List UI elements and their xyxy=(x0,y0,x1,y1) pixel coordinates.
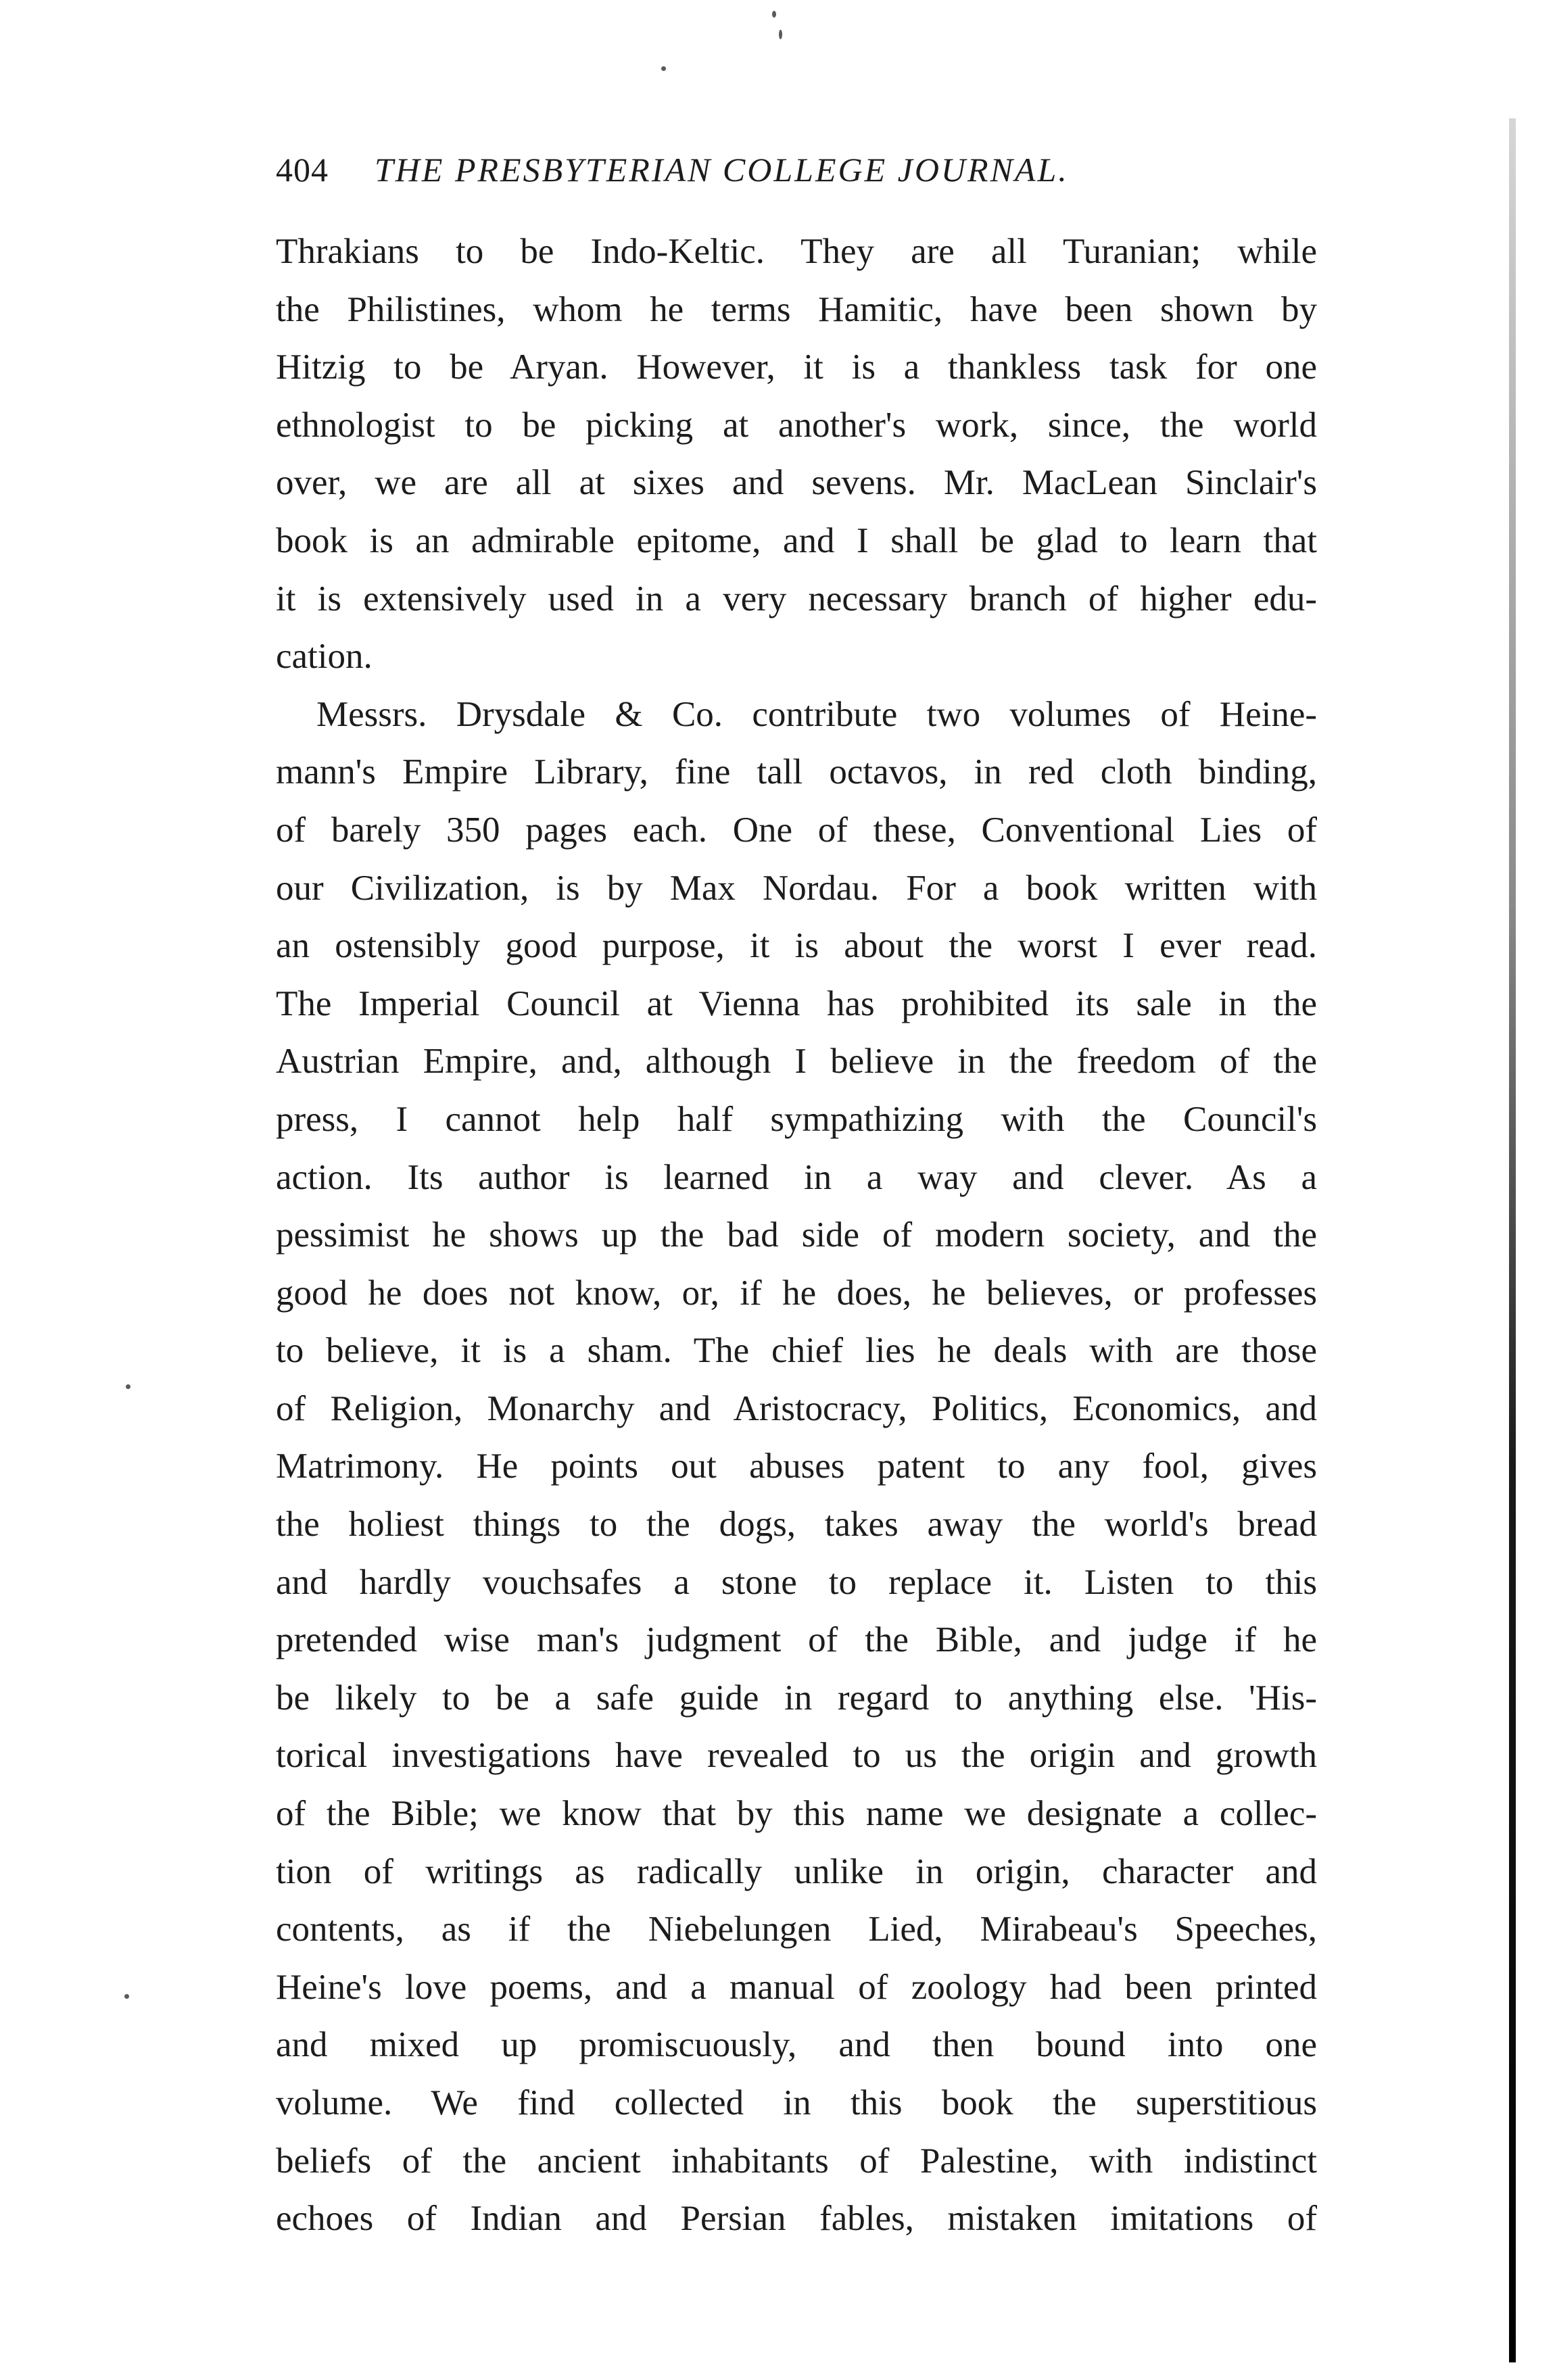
text-line: Matrimony. He points out abuses patent to any fool, gives xyxy=(276,1447,1317,1486)
text-line: our Civilization, is by Max Nordau. For a book written with xyxy=(276,868,1317,908)
text-line: an ostensibly good purpose, it is about the worst I ever read. xyxy=(276,926,1317,966)
text-line: over, we are all at sixes and sevens. Mr. MacLean Sinclair's xyxy=(276,463,1317,503)
text-line: Heine's love poems, and a manual of zoology had been printed xyxy=(276,1967,1317,2007)
page-number: 404 xyxy=(276,151,329,189)
text-line: it is extensively used in a very necessary branch of higher edu- xyxy=(276,579,1317,618)
text-line: The Imperial Council at Vienna has prohibited its sale in the xyxy=(276,983,1317,1023)
running-title: THE PRESBYTERIAN COLLEGE JOURNAL. xyxy=(375,151,1069,189)
text-line: Messrs. Drysdale & Co. contribute two volumes of Heine- xyxy=(316,694,1317,734)
text-line: pretended wise man's judgment of the Bible, and judge if he xyxy=(276,1620,1317,1660)
text-line: mann's Empire Library, fine tall octavos, in red cloth binding, xyxy=(276,752,1317,792)
text-line: echoes of Indian and Persian fables, mistaken imitations of xyxy=(276,2199,1317,2239)
text-line: of barely 350 pages each. One of these, Conventional Lies of xyxy=(276,810,1317,850)
text-line: volume. We find collected in this book the superstitious xyxy=(276,2083,1317,2122)
scan-edge-shadow xyxy=(1509,118,1516,2362)
text-line: torical investigations have revealed to us the origin and growth xyxy=(276,1736,1317,1776)
text-line: Thrakians to be Indo-Keltic. They are all Turanian; while xyxy=(276,232,1317,271)
text-line: the holiest things to the dogs, takes away the world's bread xyxy=(276,1505,1317,1545)
text-line: good he does not know, or, if he does, he believes, or professes xyxy=(276,1273,1317,1313)
text-line: and hardly vouchsafes a stone to replace it. Listen to this xyxy=(276,1562,1317,1602)
text-line: beliefs of the ancient inhabitants of Palestine, with indistinct xyxy=(276,2141,1317,2181)
text-line: action. Its author is learned in a way and clever. As a xyxy=(276,1157,1317,1197)
text-line: the Philistines, whom he terms Hamitic, have been shown by xyxy=(276,289,1317,329)
page-header xyxy=(276,150,1317,189)
text-line: be likely to be a safe guide in regard to anything else. 'His- xyxy=(276,1678,1317,1718)
scan-speck xyxy=(124,1994,129,1999)
text-line: cation. xyxy=(276,637,373,677)
scan-speck xyxy=(772,11,776,18)
text-line: to believe, it is a sham. The chief lies he deals with are those xyxy=(276,1331,1317,1371)
text-line: of Religion, Monarchy and Aristocracy, Politics, Economics, and xyxy=(276,1388,1317,1428)
text-line: contents, as if the Niebelungen Lied, Mirabeau's Speeches, xyxy=(276,1910,1317,1949)
scan-speck xyxy=(126,1384,130,1389)
body-text xyxy=(276,223,1317,2248)
text-line: ethnologist to be picking at another's work, since, the world xyxy=(276,405,1317,445)
text-line: and mixed up promiscuously, and then bound into one xyxy=(276,2025,1317,2065)
text-line: of the Bible; we know that by this name we designate a collec- xyxy=(276,1794,1317,1834)
scan-speck xyxy=(779,30,782,39)
text-line: tion of writings as radically unlike in origin, character and xyxy=(276,1851,1317,1891)
text-line: Austrian Empire, and, although I believe in the freedom of the xyxy=(276,1042,1317,1082)
text-line: pessimist he shows up the bad side of modern society, and the xyxy=(276,1215,1317,1255)
scan-speck xyxy=(661,66,666,71)
text-line: book is an admirable epitome, and I shall be glad to learn that xyxy=(276,520,1317,560)
text-line: press, I cannot help half sympathizing with the Council's xyxy=(276,1099,1317,1139)
text-line: Hitzig to be Aryan. However, it is a thankless task for one xyxy=(276,347,1317,387)
